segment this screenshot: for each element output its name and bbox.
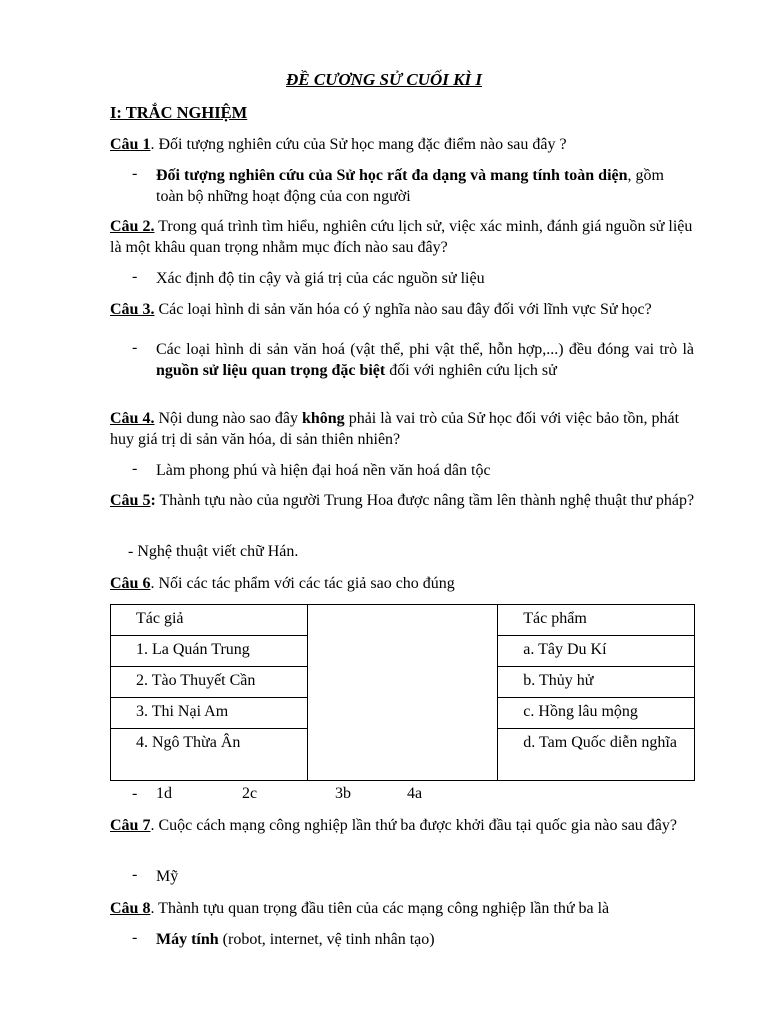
answer-emphasis: Đối tượng nghiên cứu của Sử học rất đa dạng và mang tính toàn diện xyxy=(156,167,628,184)
question-text: Thành tựu nào của người Trung Hoa được nâng tầm lên thành nghệ thuật thư pháp? xyxy=(155,492,695,509)
question-4 xyxy=(110,408,695,450)
question-label: Câu 7 xyxy=(110,817,151,834)
question-label: Câu 2. xyxy=(110,218,155,235)
question-colon: : xyxy=(150,492,156,509)
work-cell: a. Tây Du Kí xyxy=(498,636,695,667)
question-emphasis: không xyxy=(301,410,345,427)
answer-text: (robot, internet, vệ tinh nhân tạo) xyxy=(218,931,435,948)
question-text: Nội dung nào sao đây xyxy=(154,410,302,427)
works-header: Tác phẩm xyxy=(498,605,695,636)
section-heading: I: TRẮC NGHIỆM xyxy=(110,103,248,122)
bullet-dash: - xyxy=(132,929,138,946)
answer-5: - Nghệ thuật viết chữ Hán. xyxy=(128,543,299,560)
match-answer: 2c xyxy=(242,785,258,802)
question-5 xyxy=(110,490,695,511)
answer-4: Làm phong phú và hiện đại hoá nền văn hoá dân tộc xyxy=(156,462,491,479)
work-cell: c. Hồng lâu mộng xyxy=(498,698,695,729)
match-answer: 3b xyxy=(335,785,351,802)
question-text: phải là vai trò của Sử học đối với việc bảo tồn, phát huy giá trị di sản văn hóa, di sản thiên nhiên? xyxy=(110,410,680,448)
match-answer: 1d xyxy=(156,785,172,802)
answer-text: đối với nghiên cứu lịch sử xyxy=(385,362,557,379)
question-2 xyxy=(110,216,695,258)
question-text: . Đối tượng nghiên cứu của Sử học mang đặc điểm nào sau đây ? xyxy=(150,136,567,153)
author-cell: 1. La Quán Trung xyxy=(111,636,308,667)
question-text: Các loại hình di sản văn hóa có ý nghĩa nào sau đây đối với lĩnh vực Sử học? xyxy=(154,301,652,318)
bullet-dash: - xyxy=(132,785,138,802)
author-cell: 4. Ngô Thừa Ân xyxy=(111,729,308,781)
question-label: Câu 1 xyxy=(110,136,151,153)
question-label: Câu 6 xyxy=(110,575,151,592)
question-8 xyxy=(110,898,695,919)
answer-1 xyxy=(156,165,694,207)
authors-header: Tác giả xyxy=(111,605,308,636)
question-3 xyxy=(110,299,695,320)
bullet-dash: - xyxy=(132,339,138,356)
answer-2: Xác định độ tin cậy và giá trị của các nguồn sử liệu xyxy=(156,270,485,287)
bullet-dash: - xyxy=(132,165,138,182)
question-label: Câu 5 xyxy=(110,492,151,509)
work-cell: b. Thủy hử xyxy=(498,667,695,698)
bullet-dash: - xyxy=(132,866,138,883)
question-label: Câu 4. xyxy=(110,410,155,427)
question-7 xyxy=(110,815,695,836)
question-text: . Thành tựu quan trọng đầu tiên của các mạng công nghiệp lần thứ ba là xyxy=(150,900,610,917)
question-label: Câu 8 xyxy=(110,900,151,917)
question-6 xyxy=(110,573,695,594)
answer-emphasis: Máy tính xyxy=(156,931,219,948)
document-title: ĐỀ CƯƠNG SỬ CUỐI KÌ I xyxy=(286,70,482,89)
answer-3 xyxy=(156,339,694,381)
matching-table xyxy=(110,604,695,781)
table-row xyxy=(111,605,695,636)
match-answer: 4a xyxy=(407,785,423,802)
question-label: Câu 3. xyxy=(110,301,155,318)
bullet-dash: - xyxy=(132,268,138,285)
question-text: . Nối các tác phẩm với các tác giả sao cho đúng xyxy=(150,575,455,592)
answer-emphasis: nguồn sử liệu quan trọng đặc biệt xyxy=(156,362,386,379)
answer-8 xyxy=(156,929,694,950)
answer-text: Các loại hình di sản văn hoá (vật thể, phi vật thể, hỗn hợp,...) đều đóng vai trò là xyxy=(156,341,694,358)
question-text: Trong quá trình tìm hiểu, nghiên cứu lịch sử, việc xác minh, đánh giá nguồn sử liệu là một khâu quan trọng nhằm mục đích nào sau đây? xyxy=(110,218,693,256)
author-cell: 2. Tào Thuyết Cần xyxy=(111,667,308,698)
matching-gap xyxy=(307,605,498,781)
author-cell: 3. Thi Nại Am xyxy=(111,698,308,729)
answer-7: Mỹ xyxy=(156,868,179,885)
answer-text: , gồm toàn bộ những hoạt động của con người xyxy=(156,167,664,205)
question-text: . Cuộc cách mạng công nghiệp lần thứ ba được khởi đầu tại quốc gia nào sau đây? xyxy=(150,817,678,834)
bullet-dash: - xyxy=(132,460,138,477)
question-1 xyxy=(110,134,695,155)
work-cell: d. Tam Quốc diễn nghĩa xyxy=(498,729,695,781)
